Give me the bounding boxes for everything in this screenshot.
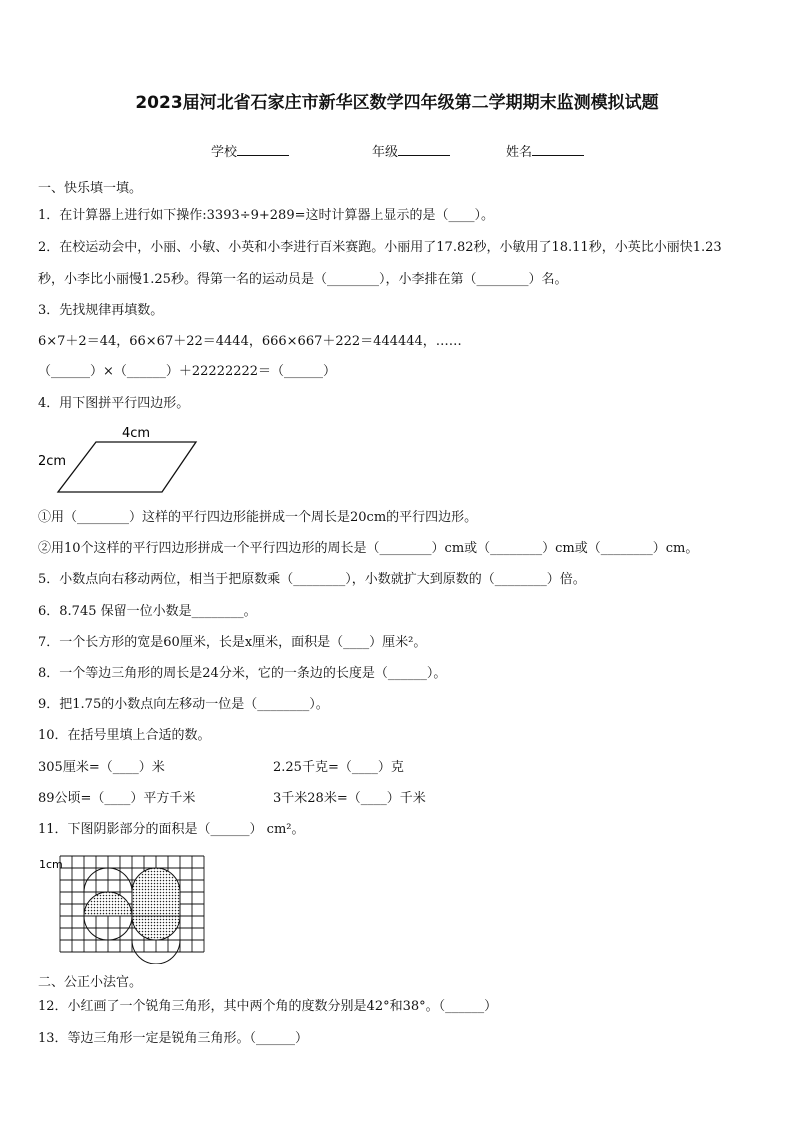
question-11: 11．下图阴影部分的面积是（______） cm²。 xyxy=(38,822,305,837)
school-blank[interactable] xyxy=(237,143,289,156)
parallelogram-top-label: 4cm xyxy=(122,426,151,441)
shaded-semicircle-right-lower xyxy=(132,916,180,940)
question-3: 3．先找规律再填数。 xyxy=(38,303,164,318)
question-8: 8．一个等边三角形的周长是24分米，它的一条边的长度是（______）。 xyxy=(38,666,447,681)
question-2-line-1: 2．在校运动会中，小丽、小敏、小英和小李进行百米赛跑。小丽用了17.82秒，小敏用了18.11秒，小英比小丽快1.23 xyxy=(38,240,722,255)
parallelogram-side-label: 2cm xyxy=(38,454,67,469)
question-9: 9．把1.75的小数点向左移动一位是（________）。 xyxy=(38,697,329,712)
school-label: 学校 xyxy=(211,145,238,160)
question-2-line-2: 秒，小李比小丽慢1.25秒。得第一名的运动员是（________），小李排在第（________）名。 xyxy=(38,272,568,287)
question-3-pattern: 6×7＋2＝44，66×67＋22＝4444，666×667＋222＝444444，…… xyxy=(38,334,462,349)
question-5: 5．小数点向右移动两位，相当于把原数乘（________），小数就扩大到原数的（________）倍。 xyxy=(38,572,586,587)
question-1: 1．在计算器上进行如下操作:3393÷9+289=这时计算器上显示的是（____）。 xyxy=(38,208,494,223)
shaded-semicircle-left xyxy=(84,892,132,916)
name-blank[interactable] xyxy=(532,143,584,156)
question-10-item-2: 2.25千克=（____）克 xyxy=(273,760,404,775)
section-1-heading: 一、快乐填一填。 xyxy=(38,181,143,196)
question-10-item-1: 305厘米=（____）米 xyxy=(38,760,165,775)
question-3-blank: （______）×（______）＋22222222＝（______） xyxy=(38,364,337,379)
question-4: 4．用下图拼平行四边形。 xyxy=(38,396,190,411)
grade-blank[interactable] xyxy=(398,143,450,156)
parallelogram-shape xyxy=(58,442,196,492)
name-label: 姓名 xyxy=(506,145,533,160)
question-12: 12．小红画了一个锐角三角形，其中两个角的度数分别是42°和38°。（______） xyxy=(38,999,498,1014)
section-2-heading: 二、公正小法官。 xyxy=(38,975,143,990)
question-6: 6．8.745 保留一位小数是________。 xyxy=(38,604,257,619)
question-10-item-3: 89公顷=（____）平方千米 xyxy=(38,791,196,806)
grade-field xyxy=(372,141,450,160)
grid-unit-label: 1cm xyxy=(39,858,63,871)
question-4-part-1: ①用（________）这样的平行四边形能拼成一个周长是20cm的平行四边形。 xyxy=(38,510,478,525)
school-field xyxy=(211,141,289,160)
question-13: 13．等边三角形一定是锐角三角形。（______） xyxy=(38,1031,309,1046)
page-title: 2023届河北省石家庄市新华区数学四年级第二学期期末监测模拟试题 xyxy=(135,93,659,113)
shaded-arch-right xyxy=(132,868,180,916)
question-7: 7．一个长方形的宽是60厘米，长是x厘米，面积是（____）厘米²。 xyxy=(38,635,427,650)
question-4-part-2: ②用10个这样的平行四边形拼成一个平行四边形的周长是（________）cm或（________）cm或（________）cm。 xyxy=(38,541,699,556)
grid-figure xyxy=(36,852,226,964)
grade-label: 年级 xyxy=(372,145,399,160)
name-field xyxy=(506,141,584,160)
question-10: 10．在括号里填上合适的数。 xyxy=(38,728,211,743)
question-10-item-4: 3千米28米=（____）千米 xyxy=(273,791,426,806)
parallelogram-figure xyxy=(36,422,206,498)
